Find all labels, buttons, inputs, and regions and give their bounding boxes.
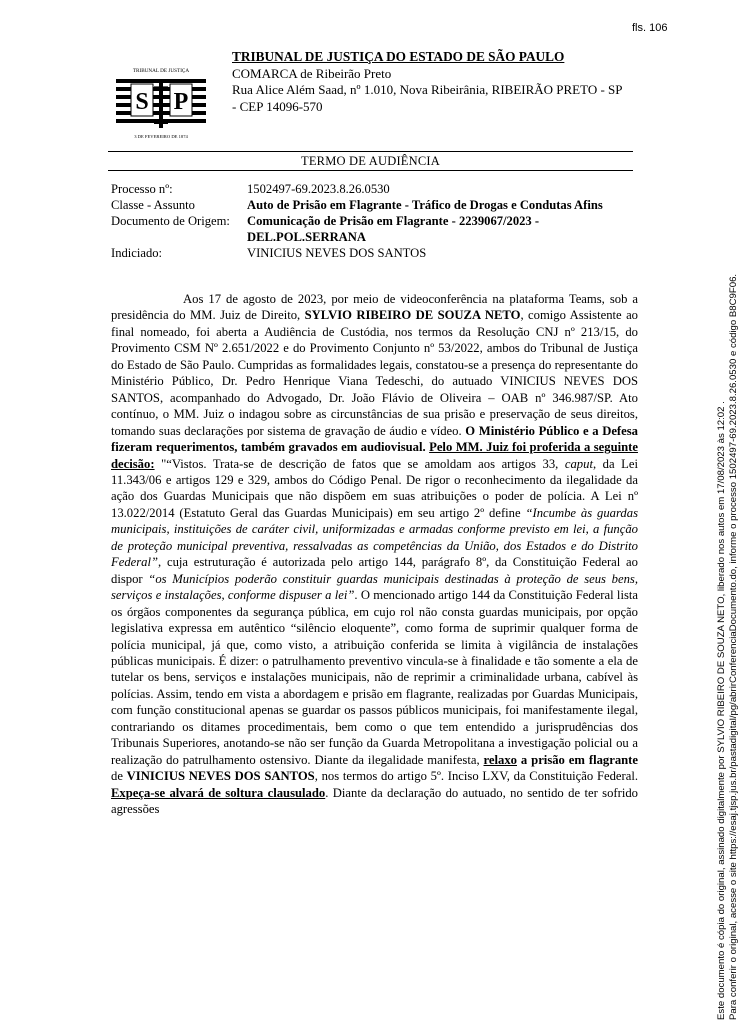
italic-run: caput [564,456,593,471]
document-title: TERMO DE AUDIÊNCIA [108,151,633,171]
text-run: , da Lei 11.343/06 e artigos 129 e 329, ambos do Código Penal. De rigor o reconhecimento da ilegalidade da ação dos Guardas Municipais que não dispõem em suas atribuições o poder de polícia. A Lei nº 13.022/2014 (Estatuto Geral das Guardas Municipais) em seu artigo 2º define [111,456,638,520]
hearing-text [111,291,638,818]
text-run: , comigo Assistente ao final nomeado, foi aberta a Audiência de Custódia, nos termos da Resolução CNJ nº 213/15, do Provimento CSM Nº 2.651/2022 e do Provimento Conjunto nº 53/2022, ambos do Tribunal de Justiça do Estado de São Paulo. Cumpridas as formalidades legais, constatou-se a presença do representante do Ministério Público, Dr. Pedro Henrique Viana Tedeschi, do autuado VINICIUS NEVES DOS SANTOS, acompanhado do Advogado, Dr. João Flávio de Oliveira – OAB nº 346.987/SP. Ato contínuo, o MM. Juiz o indagou sobre as circunstâncias de sua prisão e preservação de seus direitos, tomando suas declarações por sistema de gravação de áudio e vídeo. [111,308,638,438]
judge-name: SYLVIO RIBEIRO DE SOUZA NETO [304,308,521,323]
digital-signature-note [716,120,739,1020]
seal-top-text: TRIBUNAL DE JUSTIÇA [132,68,190,74]
requests-statement: O Ministério Público e a Defesa fizeram requerimentos, também gravados em audiovisual. [111,423,638,455]
law-quote-1: “Incumbe às guardas municipais, instituições de caráter civil, uniformizadas e armadas conforme previsto em lei, a função de proteção municipal preventiva, ressalvadas as competências da União, dos Estados e do Distrito Federal” [111,505,638,570]
signature-line-2: Para conferir o original, acesse o site https://esaj.tjsp.jus.br/pastadigital/pg/abrirConferenciaDocumento.do, informe o processo 1502497-69.2023.8.26.0530 e código B8C9F06. [727,273,739,1020]
seal-left-letter: S [135,89,149,115]
relax-word: relaxo [483,752,517,767]
court-name: TRIBUNAL DE JUSTIÇA DO ESTADO DE SÃO PAULO [232,49,565,64]
text-run: . O mencionado artigo 144 da Constituição Federal lista os órgãos componentes da segurança pública, em cujo rol não consta guardas municipais, por opção legislativa expressa em autêntico “silêncio eloquente”, como forma de suprimir qualquer forma de polícia municipal, já que, como visto, a atribuição conferida se limita à vigilância de instalações públicas municipais. É dizer: o patrulhamento preventivo vincula-se à finalidade e tão somente a ela de tutelar os bens, serviços e instalações municipais, não de reprimir a criminalidade urbana, cabível às polícias. Assim, tendo em vista a abordagem e prisão em flagrante, realizadas por Guardas Municipais, com função constitucional apenas se guardar os passos públicos municipais, foi manifestamente ilegal, contrariando os ditames procedimentais, bem como o que tem entendido a jurisprudências dos Tribunais Superiores, anotando-se não ser função da Guarda Metropolitana a investigação policial ou a realização do patrulhamento ostensivo. Diante da ilegalidade manifesta, [111,588,638,767]
documento-value-continuation: DEL.POL.SERRANA [247,229,366,244]
address-line-1: Rua Alice Além Saad, nº 1.010, Nova Ribeirânia, RIBEIRÃO PRETO - SP [232,82,623,97]
documento-value: Comunicação de Prisão em Flagrante - 2239067/2023 - [247,213,540,228]
comarca: COMARCA de Ribeirão Preto [232,65,392,81]
seal-bottom-text: 3 DE FEVEREIRO DE 1874 [134,134,188,139]
classe-label: Classe - Assunto [111,197,195,212]
processo-label: Processo nº: [111,182,173,196]
documento-label: Documento de Origem: [111,213,230,228]
text-run: Aos 17 de agosto de 2023, por meio de videoconferência na plataforma Teams, sob a presidência do MM. Juiz de Direito, [111,292,638,323]
court-seal [114,66,208,140]
hearing-paragraph [111,291,638,818]
address-line-2: - CEP 14096-570 [232,98,323,114]
processo-value: 1502497-69.2023.8.26.0530 [247,182,390,196]
prison-phrase: a prisão em flagrante [517,752,638,767]
court-header [232,49,627,115]
decision-heading: Pelo MM. Juiz foi proferida a seguinte decisão: [111,440,638,471]
page-number: fls. 106 [632,22,668,34]
signature-line-1: Este documento é cópia do original, assinado digitalmente por SYLVIO RIBEIRO DE SOUZA NETO, liberado nos autos em 17/08/2023 às 12:02 . [716,401,727,1020]
text-run: . Diante da declaração do autuado, no sentido de ter sofrido agressões [111,785,638,817]
text-run: , nos termos do artigo 5º. Inciso LXV, da Constituição Federal. [314,769,639,784]
indiciado-label: Indiciado: [111,245,163,260]
text-run: "“Vistos. Trata-se de descrição de fatos que se amoldam aos artigos 33, [154,456,565,471]
seal-right-letter: P [173,89,189,115]
classe-value: Auto de Prisão em Flagrante - Tráfico de Drogas e Condutas Afins [247,197,603,212]
text-run: , cuja estruturação é autorizada pelo artigo 144, parágrafo 8º, da Constituição Federal ao dispor [111,555,638,586]
indiciado-value: VINICIUS NEVES DOS SANTOS [247,245,427,260]
law-quote-2: “os Municípios poderão constituir guardas municipais destinadas à proteção de seus bens, serviços e instalações, conforme dispuser a lei” [111,571,638,603]
case-metadata [111,182,641,262]
defendant-name: VINICIUS NEVES DOS SANTOS [126,769,315,784]
release-order: Expeça-se alvará de soltura clausulado [111,785,326,800]
text-run: de [111,769,127,784]
